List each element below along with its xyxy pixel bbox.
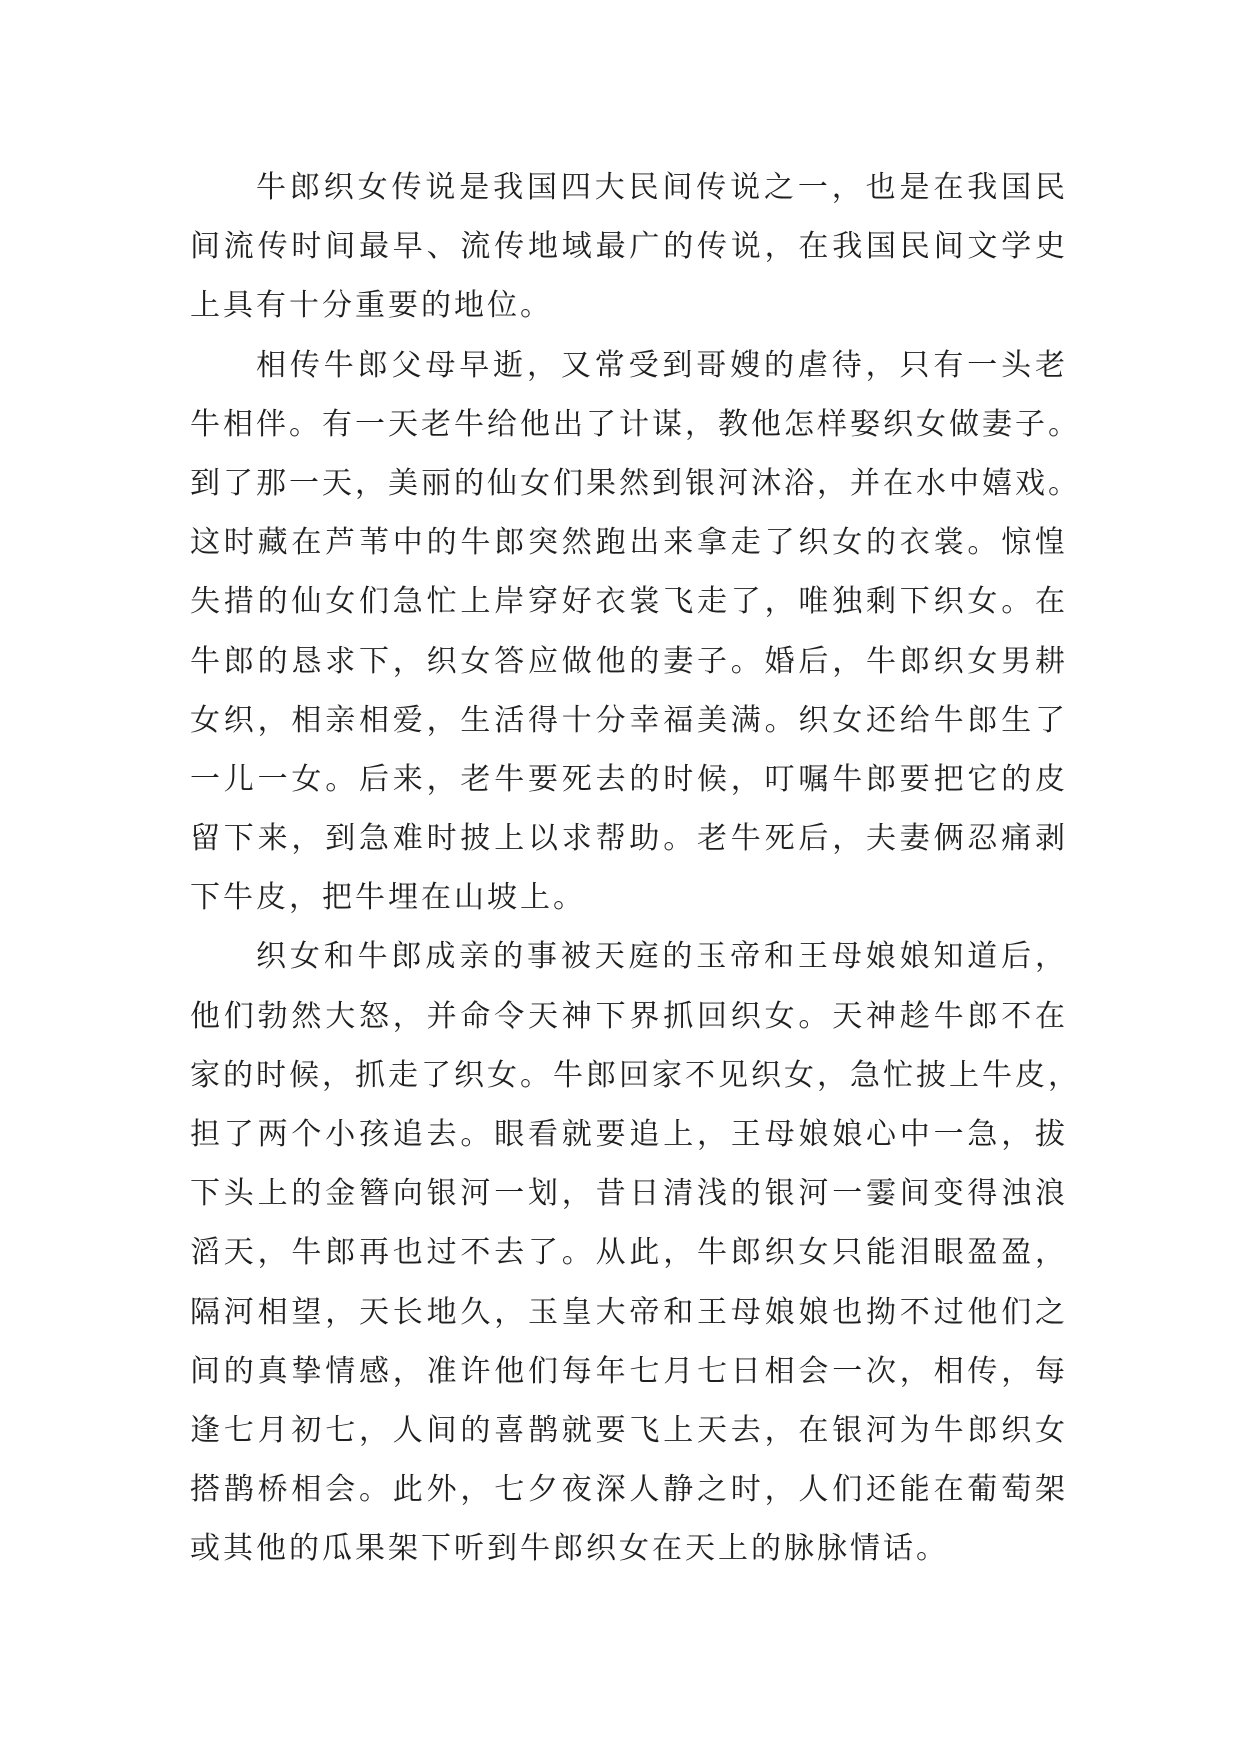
- text-line: 相传牛郎父母早逝，又常受到哥嫂的虐待，只有一头老: [256, 347, 1068, 383]
- text-line: 滔天，牛郎再也过不去了。从此，牛郎织女只能泪眼盈盈，: [190, 1235, 1068, 1271]
- text-line: 这时藏在芦苇中的牛郎突然跑出来拿走了织女的衣裳。惊惶: [190, 525, 1068, 561]
- text-line: 间的真挚情感，准许他们每年七月七日相会一次，相传，每: [190, 1353, 1068, 1389]
- text-line: 间流传时间最早、流传地域最广的传说，在我国民间文学史: [190, 229, 1068, 265]
- text-line: 下头上的金簪向银河一划，昔日清浅的银河一霎间变得浊浪: [190, 1176, 1068, 1212]
- text-line: 担了两个小孩追去。眼看就要追上，王母娘娘心中一急，拔: [190, 1117, 1068, 1152]
- text-line: 上具有十分重要的地位。: [190, 288, 553, 324]
- paragraph-3: [190, 927, 1081, 1578]
- text-line: 留下来，到急难时披上以求帮助。老牛死后，夫妻俩忍痛剥: [190, 821, 1068, 857]
- paragraph-1: [190, 158, 1068, 336]
- text-line: 搭鹊桥相会。此外，七夕夜深人静之时，人们还能在葡萄架: [190, 1472, 1068, 1508]
- text-line: 逢七月初七，人间的喜鹊就要飞上天去，在银河为牛郎织女: [190, 1412, 1068, 1448]
- text-line: 一儿一女。后来，老牛要死去的时候，叮嘱牛郎要把它的皮: [190, 761, 1068, 797]
- text-line: 他们勃然大怒，并命令天神下界抓回织女。天神趁牛郎不在: [190, 998, 1068, 1034]
- text-line: 下牛皮，把牛埋在山坡上。: [190, 880, 586, 916]
- text-line: 隔河相望，天长地久，玉皇大帝和王母娘娘也拗不过他们之: [190, 1294, 1068, 1330]
- text-line: 织女和牛郎成亲的事被天庭的玉帝和王母娘娘知道后，: [256, 939, 1068, 975]
- text-line: 女织，相亲相爱，生活得十分幸福美满。织女还给牛郎生了: [190, 702, 1068, 738]
- document-body: [190, 158, 1081, 1579]
- text-line: 或其他的瓜果架下听到牛郎织女在天上的脉脉情话。: [190, 1531, 949, 1567]
- text-line: 失措的仙女们急忙上岸穿好衣裳飞走了，唯独剩下织女。在: [190, 584, 1068, 620]
- paragraph-2: [190, 336, 1081, 928]
- text-line: 牛相伴。有一天老牛给他出了计谋，教他怎样娶织女做妻子。: [190, 406, 1081, 442]
- text-line: 牛郎织女传说是我国四大民间传说之一，也是在我国民: [256, 170, 1068, 205]
- text-line: 家的时候，抓走了织女。牛郎回家不见织女，急忙披上牛皮，: [190, 1057, 1081, 1093]
- text-line: 到了那一天，美丽的仙女们果然到银河沐浴，并在水中嬉戏。: [190, 465, 1081, 501]
- text-line: 牛郎的恳求下，织女答应做他的妻子。婚后，牛郎织女男耕: [190, 643, 1068, 679]
